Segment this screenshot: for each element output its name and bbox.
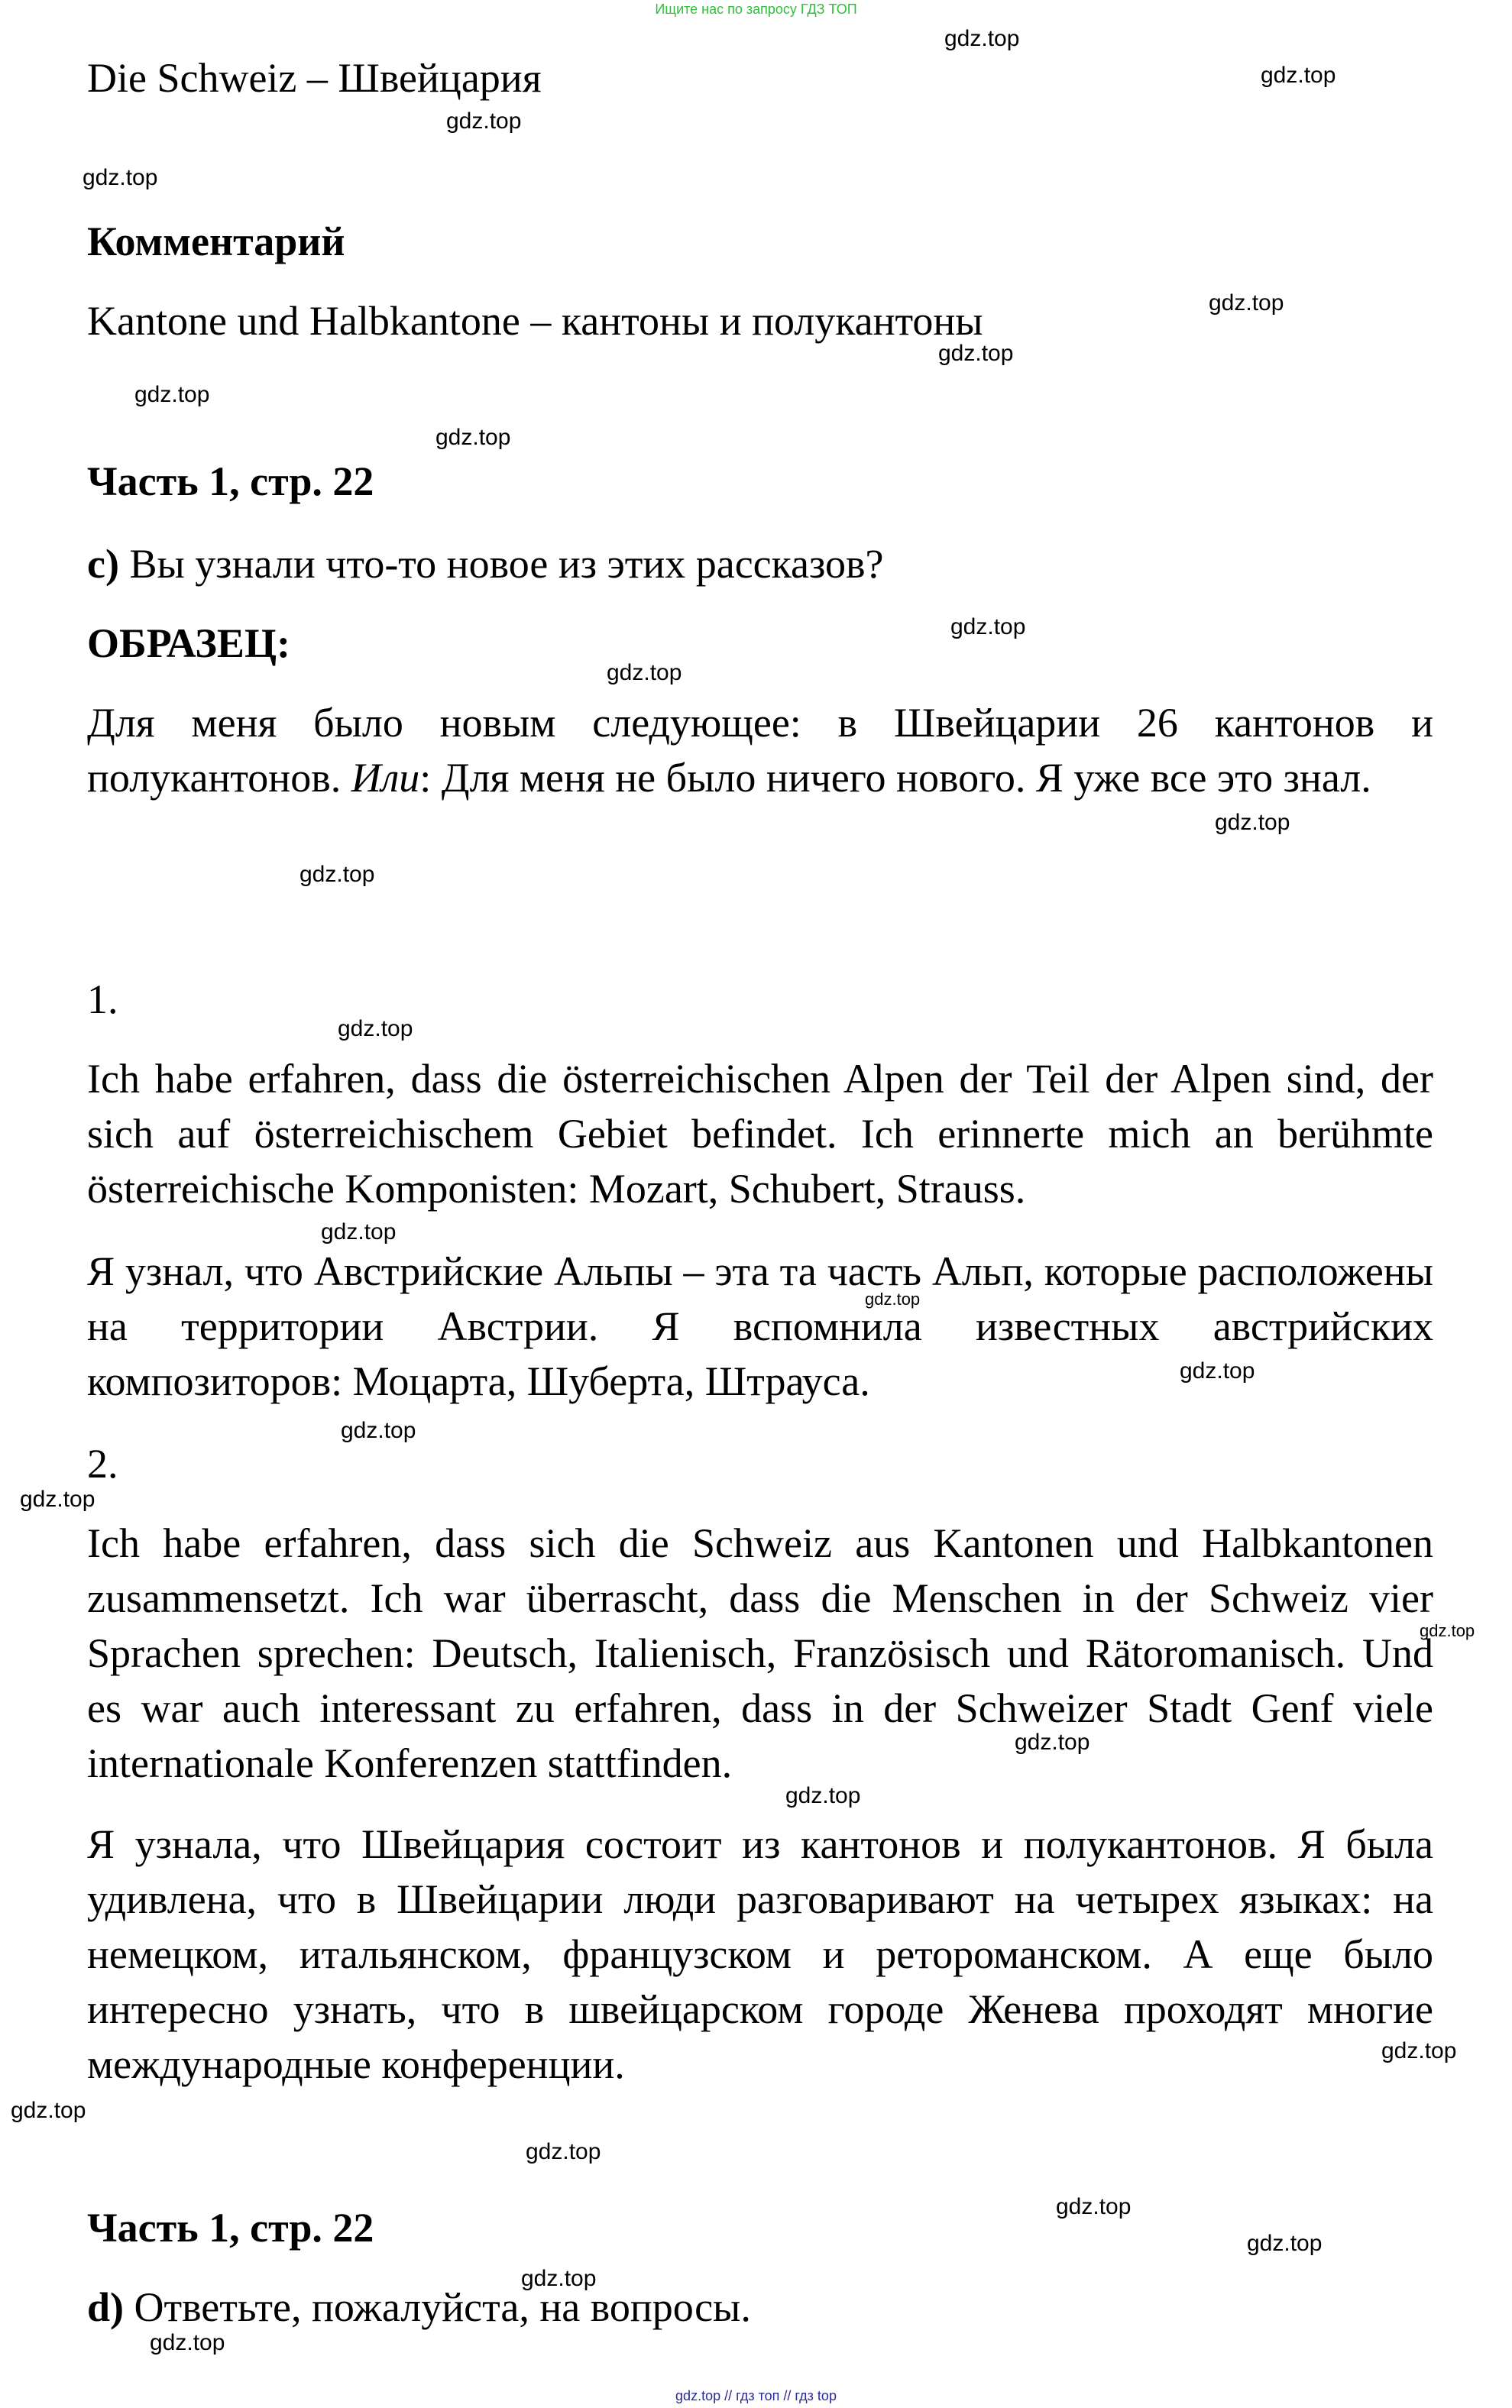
item-2-german: Ich habe erfahren, dass sich die Schweiz aus Kantonen und Halbkantonen zusammensetzt. Ich war überrascht, dass die Menschen in der Schweiz vier Sprachen sprechen: Deutsch, Italienisch, Französisch und Rätoromanisch. Und es war auch interessant zu erfahren, dass in der Schweizer Stadt Genf viele internationale Konferenzen stattfinden. xyxy=(87,1520,1433,1786)
watermark: gdz.top xyxy=(1056,2194,1132,2219)
watermark: gdz.top xyxy=(446,108,522,134)
footer-link[interactable]: gdz.top // гдз топ // гдз top xyxy=(675,2388,837,2403)
sample-heading: ОБРАЗЕЦ: xyxy=(87,620,290,666)
item-2-russian: Я узнала, что Швейцария состоит из кантонов и полукантонов. Я была удивлена, что в Швейцарии люди разговаривают на четырех языках: на немецком, итальянском, французском и ретороманском. А еще было интересно узнать, что в швейцарском городе Женева проходят многие международные конференции. xyxy=(87,1821,1433,2087)
watermark: gdz.top xyxy=(150,2330,225,2355)
task-c-letter: c) xyxy=(87,541,119,587)
comment-heading: Комментарий xyxy=(87,218,345,264)
watermark: gdz.top xyxy=(1381,2038,1457,2063)
comment-text: Kantone und Halbkantone – кантоны и полукантоны xyxy=(87,298,983,344)
watermark: gdz.top xyxy=(20,1487,96,1512)
item-2-number: 2. xyxy=(87,1441,118,1487)
watermark: gdz.top xyxy=(865,1290,921,1309)
watermark: gdz.top xyxy=(785,1783,861,1808)
item-1-number: 1. xyxy=(87,976,118,1022)
watermark: gdz.top xyxy=(321,1219,397,1244)
watermark: gdz.top xyxy=(435,425,511,450)
task-c xyxy=(87,536,884,591)
watermark: gdz.top xyxy=(526,2139,601,2164)
watermark: gdz.top xyxy=(11,2098,86,2123)
search-hint-link[interactable]: Ищите нас по запросу ГДЗ ТОП xyxy=(655,2,857,17)
watermark: gdz.top xyxy=(1261,63,1336,88)
watermark: gdz.top xyxy=(944,26,1020,51)
watermark: gdz.top xyxy=(338,1016,413,1041)
watermark: gdz.top xyxy=(1247,2231,1323,2256)
sample-answer-or: Или xyxy=(351,755,420,801)
section-heading-2: Часть 1, стр. 22 xyxy=(87,2205,374,2251)
watermark: gdz.top xyxy=(1209,290,1284,316)
item-1-german: Ich habe erfahren, dass die österreichischen Alpen der Teil der Alpen sind, der sich auf österreichischem Gebiet befindet. Ich erinnerte mich an berühmte österreichische Komponisten: Mozart, Schubert, Strauss. xyxy=(87,1056,1433,1212)
sample-answer-part2: : Для меня не было ничего нового. Я уже все это знал. xyxy=(419,755,1371,801)
section-heading-1: Часть 1, стр. 22 xyxy=(87,458,374,504)
watermark: gdz.top xyxy=(938,341,1014,366)
task-d-text: Ответьте, пожалуйста, на вопросы. xyxy=(124,2284,751,2330)
watermark: gdz.top xyxy=(1215,810,1290,835)
watermark: gdz.top xyxy=(1180,1358,1255,1384)
watermark: gdz.top xyxy=(83,165,158,190)
task-c-text: Вы узнали что-то новое из этих рассказов? xyxy=(118,541,884,587)
watermark: gdz.top xyxy=(299,862,375,887)
watermark: gdz.top xyxy=(1420,1621,1475,1640)
page-title: Die Schweiz – Швейцария xyxy=(87,55,542,101)
task-d-letter: d) xyxy=(87,2284,125,2330)
watermark: gdz.top xyxy=(521,2266,597,2291)
sample-answer xyxy=(87,695,1433,805)
watermark: gdz.top xyxy=(1015,1730,1090,1755)
task-d xyxy=(87,2280,751,2335)
sample-answer-part1: Для меня было новым следующее: в Швейцарии 26 кантонов и полукантонов. xyxy=(87,700,1433,801)
watermark: gdz.top xyxy=(134,382,210,407)
item-1-russian: Я узнал, что Австрийские Альпы – эта та часть Альп, которые расположены на территории Австрии. Я вспомнила известных австрийских композиторов: Моцарта, Шуберта, Штрауса. xyxy=(87,1248,1433,1404)
watermark: gdz.top xyxy=(341,1418,416,1443)
watermark: gdz.top xyxy=(607,660,682,685)
watermark: gdz.top xyxy=(950,614,1026,639)
